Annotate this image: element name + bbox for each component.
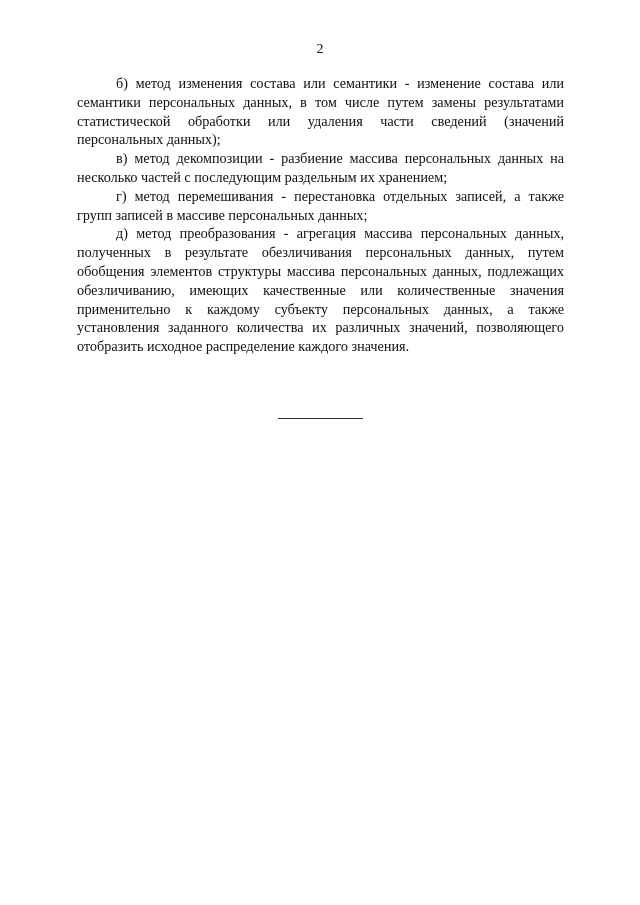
paragraph-method-d: д) метод преобразования - агрегация массива персональных данных, полученных в результате обезличивания персональных данных, путем обобщения элементов структуры массива персональных данных, подлежащих обезличиванию, имеющих качественные или количественные значения применительно к каждому субъекту персональных данных, а также установления заданного количества их различных значений, позволяющего отобразить исходное распределение каждого значения. [77,226,564,356]
paragraph-method-v: в) метод декомпозиции - разбиение массива персональных данных на несколько частей с последующим раздельным их хранением; [77,151,564,186]
page-number: 2 [316,42,324,57]
paragraph-method-b: б) метод изменения состава или семантики - изменение состава или семантики персональных данных, в том числе путем замены результатами статистической обработки или удаления части сведений (значений персональных данных); [77,76,564,149]
document-body [77,75,564,357]
end-divider-line [278,418,363,419]
paragraph-method-g: г) метод перемешивания - перестановка отдельных записей, а также групп записей в массиве персональных данных; [77,188,564,224]
